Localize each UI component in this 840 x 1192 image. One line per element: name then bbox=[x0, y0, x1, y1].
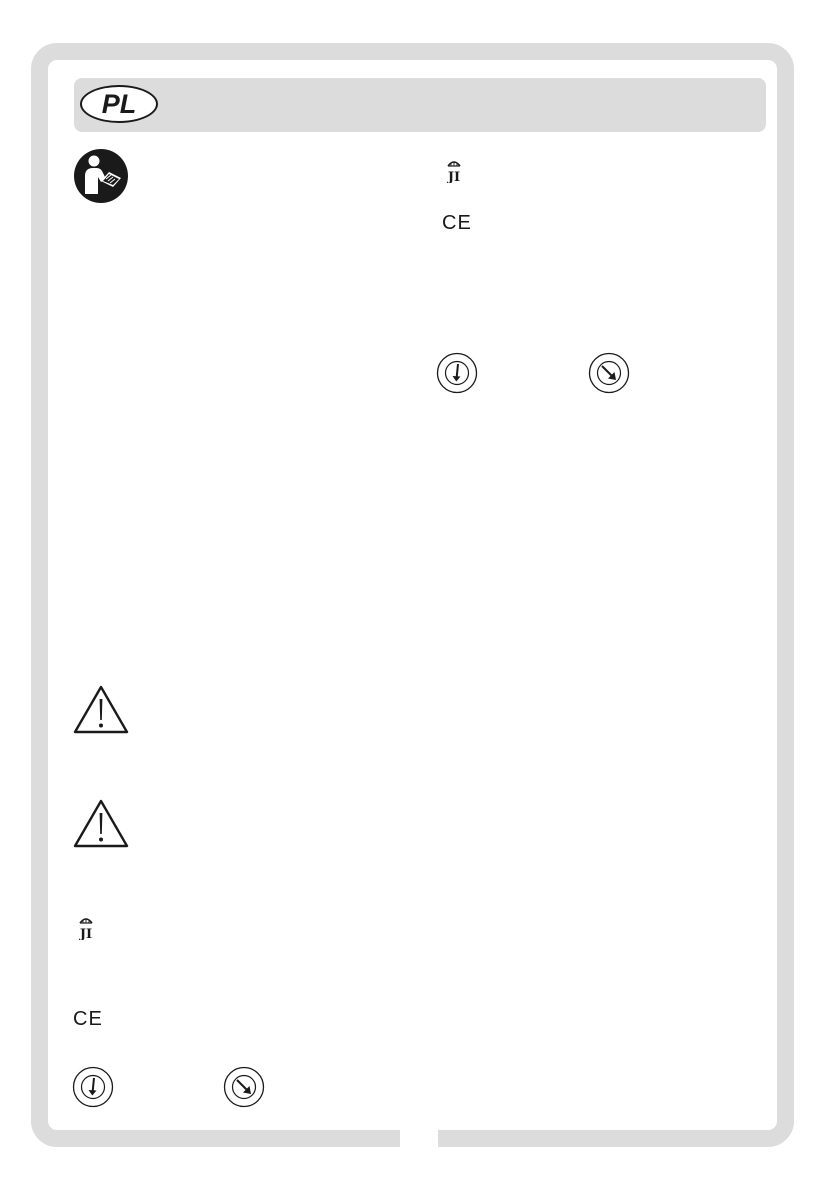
down-arrow-circle-icon bbox=[436, 352, 478, 394]
read-manual-icon bbox=[73, 148, 129, 204]
ce-mark-text: CE bbox=[442, 212, 472, 234]
ji-mark-text: JI bbox=[79, 927, 93, 940]
language-badge bbox=[80, 85, 158, 123]
ji-certification-icon bbox=[75, 914, 97, 940]
diagonal-arrow-circle-icon bbox=[588, 352, 630, 394]
ce-mark-icon bbox=[442, 212, 472, 235]
down-arrow-circle-icon bbox=[72, 1066, 114, 1108]
diagonal-arrow-circle-icon bbox=[223, 1066, 265, 1108]
warning-triangle-icon bbox=[72, 798, 130, 850]
ce-mark-icon bbox=[73, 1008, 103, 1031]
header-bar bbox=[74, 78, 766, 132]
ji-mark-text: JI bbox=[447, 170, 461, 183]
warning-triangle-icon bbox=[72, 684, 130, 736]
ce-mark-text: CE bbox=[73, 1008, 103, 1030]
language-code: PL bbox=[101, 88, 137, 119]
page-frame bbox=[31, 43, 794, 1147]
frame-gap bbox=[400, 1128, 438, 1150]
ji-certification-icon bbox=[443, 157, 465, 183]
